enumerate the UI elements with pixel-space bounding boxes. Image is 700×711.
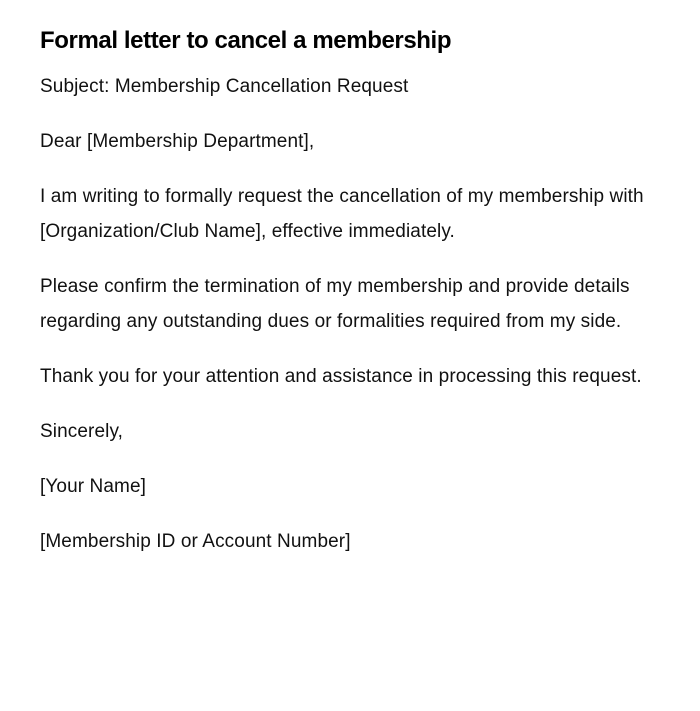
signature-name: [Your Name] [40, 476, 147, 497]
membership-id: [Membership ID or Account Number] [40, 531, 351, 552]
subject-line: Subject: Membership Cancellation Request [40, 76, 409, 97]
closing: Sincerely, [40, 421, 124, 442]
body-paragraph-request: I am writing to formally request the cancellation of my membership with [Organization/Club Name], effective immediately. [40, 186, 644, 242]
letter-document [40, 24, 650, 579]
body-paragraph-thanks: Thank you for your attention and assistance in processing this request. [40, 366, 642, 387]
salutation: Dear [Membership Department], [40, 131, 315, 152]
page-title: Formal letter to cancel a membership [40, 27, 452, 54]
body-paragraph-confirm: Please confirm the termination of my membership and provide details regarding any outstanding dues or formalities required from my side. [40, 276, 630, 332]
